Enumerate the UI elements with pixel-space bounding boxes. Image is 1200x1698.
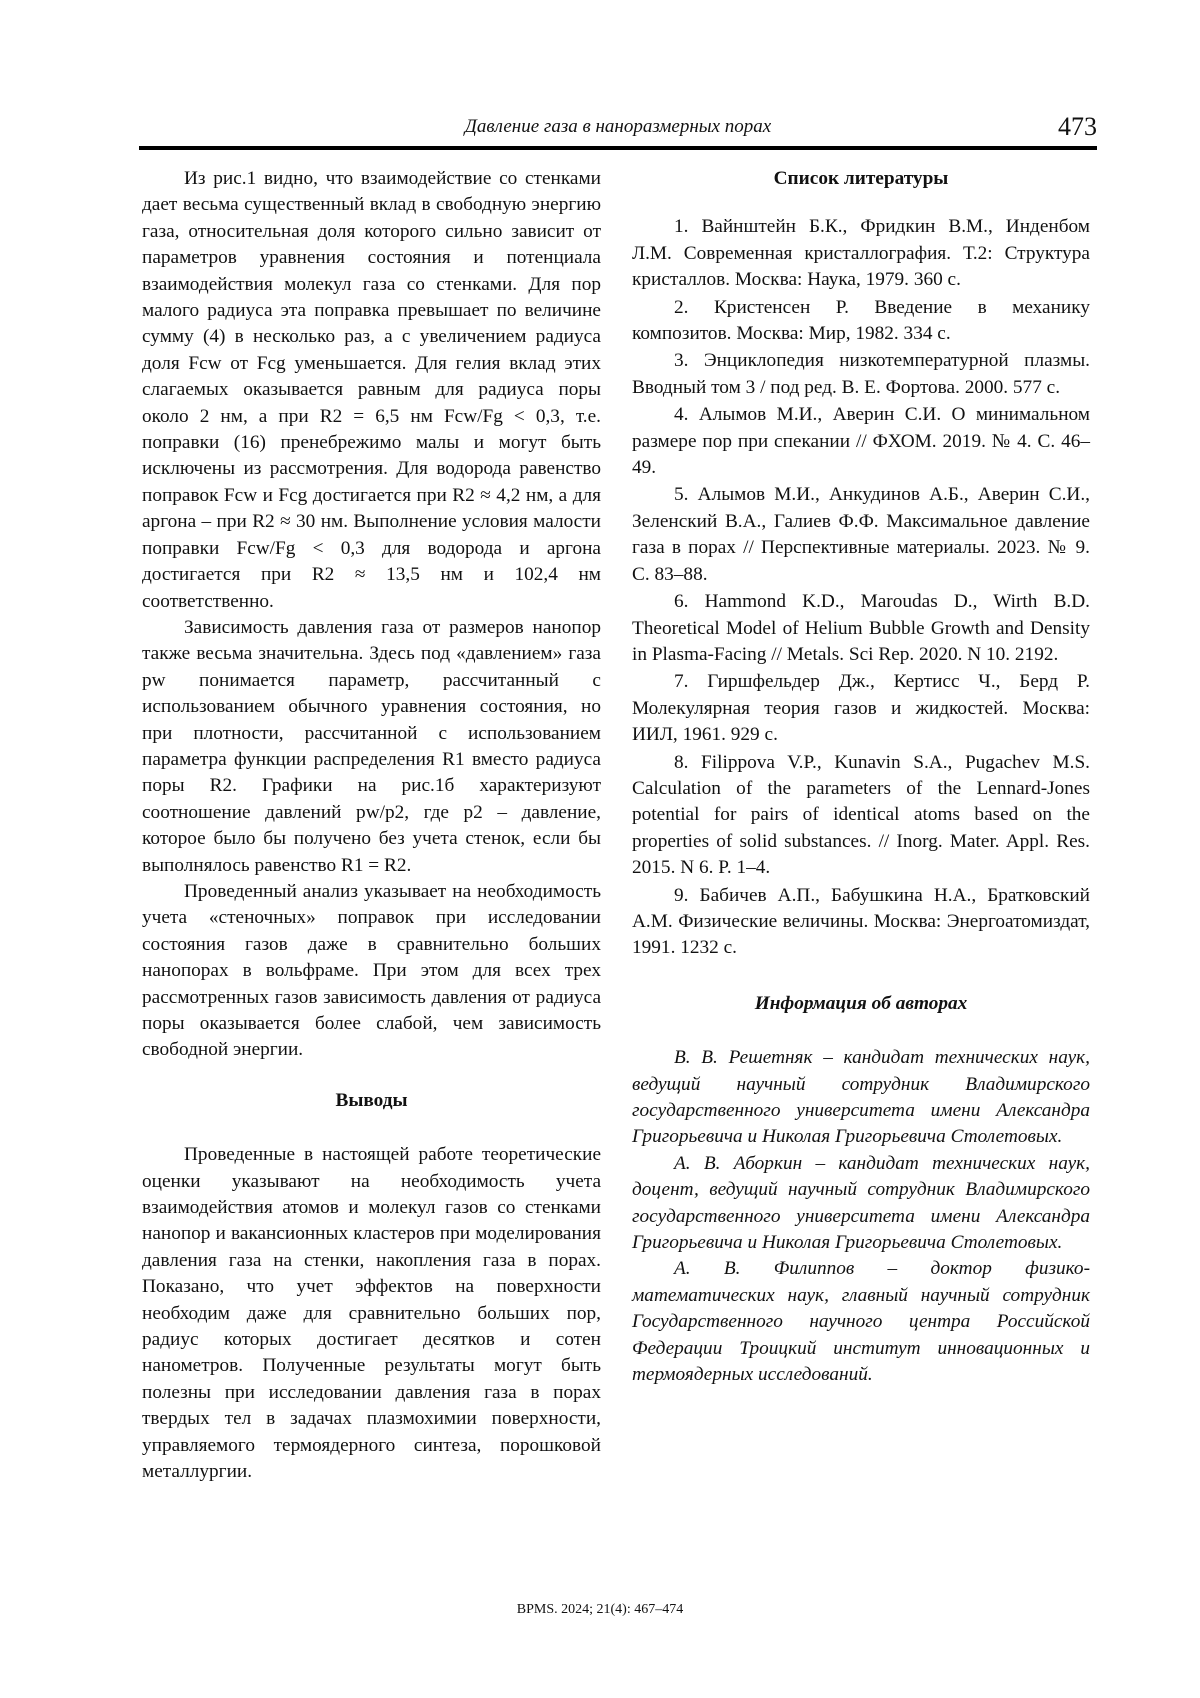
author-info: В. В. Решетняк – кандидат технических наук, ведущий научный сотрудник Владимирского государственного университета имени Александра Григорьевича и Николая Григорьевича Столетовых. (632, 1047, 1090, 1148)
reference-item: 6. Hammond K.D., Maroudas D., Wirth B.D. Theoretical Model of Helium Bubble Growth and Density in Plasma-Facing // Metals. Sci Rep. 2020. N 10. 2192. (632, 591, 1090, 665)
reference-item: 4. Алымов М.И., Аверин С.И. О минимальном размере пор при спекании // ФХОМ. 2019. № 4. С. 46–49. (632, 404, 1090, 479)
reference-item: 7. Гиршфельдер Дж., Кертисс Ч., Берд Р. Молекулярная теория газов и жидкостей. Москва: ИИЛ, 1961. 929 с. (632, 671, 1090, 746)
body-paragraph: Зависимость давления газа от размеров нанопор также весьма значительна. Здесь под «давлением» газа pw понимается параметр, рассчитанный с использованием обычного уравнения состояния, но при плотности, рассчитанной с использованием параметра функции распределения R1 вместо радиуса поры R2. Графики на рис.1б характеризуют соотношение давлений pw/p2, где p2 – давление, которое было бы получено без учета стенок, если бы выполнялось равенство R1 = R2. (142, 616, 601, 876)
reference-item: 5. Алымов М.И., Анкудинов А.Б., Аверин С.И., Зеленский В.А., Галиев Ф.Ф. Максимальное давление газа в порах // Перспективные материалы. 2023. № 9. С. 83–88. (632, 484, 1090, 585)
author-info: А. В. Филиппов – доктор физико-математических наук, главный научный сотрудник Государственного научного центра Российской Федерации Троицкий институт инновационных и термоядерных исследований. (632, 1258, 1090, 1386)
author-info: А. В. Аборкин – кандидат технических наук, доцент, ведущий научный сотрудник Владимирского государственного университета имени Александра Григорьевича и Николая Григорьевича Столетовых. (632, 1152, 1090, 1254)
right-column (632, 166, 1090, 1388)
page-number: 473 (1058, 112, 1097, 141)
authors-list (632, 1045, 1090, 1388)
reference-item: 8. Filippova V.P., Kunavin S.A., Pugachev M.S. Calculation of the parameters of the Lennard-Jones potential for pairs of identical atoms based on the properties of solid substances. // Inorg. Mater. Appl. Res. 2015. N 6. P. 1–4. (632, 751, 1090, 879)
authors-heading: Информация об авторах (754, 992, 968, 1014)
footer-citation: BPMS. 2024; 21(4): 467–474 (516, 1602, 684, 1617)
reference-item: 1. Вайнштейн Б.К., Фридкин В.М., Инденбом Л.М. Современная кристаллография. Т.2: Структура кристаллов. Москва: Наука, 1979. 360 с. (632, 216, 1090, 291)
page-header (139, 112, 1097, 148)
conclusions-heading: Выводы (335, 1089, 408, 1111)
left-column (142, 166, 601, 1486)
body-paragraph: Проведенный анализ указывает на необходимость учета «стеночных» поправок при исследовании состояния газов даже в сравнительно больших нанопорах в вольфраме. При этом для всех трех рассмотренных газов зависимость давления от радиуса поры оказывается более слабой, чем зависимость свободной энергии. (142, 880, 601, 1061)
reference-item: 9. Бабичев А.П., Бабушкина Н.А., Братковский А.М. Физические величины. Москва: Энергоатомиздат, 1991. 1232 с. (632, 884, 1090, 959)
running-title: Давление газа в наноразмерных порах (464, 116, 772, 137)
conclusions-paragraph: Проведенные в настоящей работе теоретические оценки указывают на необходимость учета взаимодействия атомов и молекул газов со стенками нанопор и вакансионных кластеров при моделирования давления газа на стенки, накопления газа в порах. Показано, что учет эффектов на поверхности необходим даже для сравнительно больших пор, радиус которых достигает десятков и сотен нанометров. Полученные результаты могут быть полезны при исследовании давления газа в порах твердых тел в задачах плазмохимии поверхности, управляемого термоядерного синтеза, порошковой металлургии. (142, 1144, 601, 1483)
reference-item: 3. Энциклопедия низкотемпературной плазмы. Вводный том 3 / под ред. В. Е. Фортова. 2000. 577 с. (632, 350, 1090, 398)
header-rule (139, 146, 1097, 150)
body-paragraph: Из рис.1 видно, что взаимодействие со стенками дает весьма существенный вклад в свободную энергию газа, относительная доля которого сильно зависит от параметров уравнения состояния и потенциала взаимодействия молекул газа со стенками. Для пор малого радиуса эта поправка превышает по величине сумму (4) в несколько раз, а с увеличением радиуса доля Fcw от Fcg уменьшается. Для гелия вклад этих слагаемых оказывается равным для радиуса поры около 2 нм, а при R2 = 6,5 нм Fcw/Fg < 0,3, т.е. поправки (16) пренебрежимо малы и могут быть исключены из рассмотрения. Для водорода равенство поправок Fcw и Fcg достигается при R2 ≈ 4,2 нм, а для аргона – при R2 ≈ 30 нм. Выполнение условия малости поправки Fcw/Fg < 0,3 для водорода и аргона достигается при R2 ≈ 13,5 нм и 102,4 нм соответственно. (142, 168, 601, 612)
references-heading: Список литературы (773, 168, 949, 189)
reference-item: 2. Кристенсен Р. Введение в механику композитов. Москва: Мир, 1982. 334 с. (632, 296, 1090, 345)
